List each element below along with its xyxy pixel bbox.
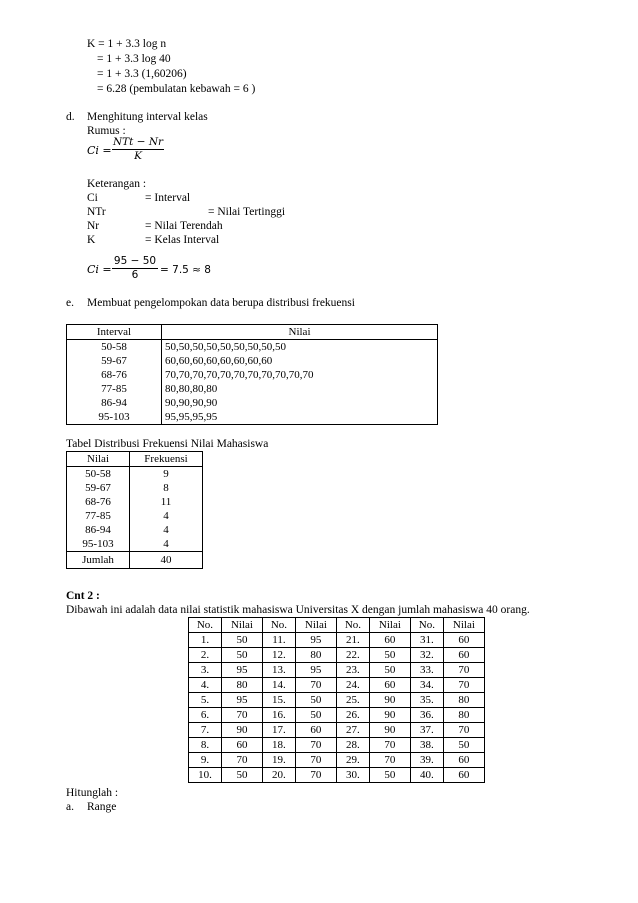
table-cell: 59-67 — [67, 481, 130, 495]
row-number-cell: 39. — [410, 753, 443, 768]
score-cell: 70 — [369, 738, 410, 753]
table-row — [189, 663, 485, 678]
table-cell: 86-94 — [67, 523, 130, 537]
table-cell: 90,90,90,90 — [162, 396, 438, 410]
student-scores-table — [188, 617, 485, 783]
table-cell: 95-103 — [67, 410, 162, 425]
table-row — [189, 708, 485, 723]
score-cell: 80 — [443, 693, 484, 708]
score-cell: 80 — [221, 678, 262, 693]
table-row — [189, 753, 485, 768]
score-cell: 95 — [221, 693, 262, 708]
term-definition: = Kelas Interval — [145, 234, 220, 246]
row-number-cell: 15. — [262, 693, 295, 708]
table-row — [67, 523, 203, 537]
row-number-cell: 38. — [410, 738, 443, 753]
table-cell: 60,60,60,60,60,60,60,60 — [162, 354, 438, 368]
score-cell: 50 — [221, 768, 262, 783]
row-number-cell: 7. — [189, 723, 222, 738]
term-symbol: Ci — [87, 192, 98, 204]
frequency-table — [66, 451, 203, 569]
item-a-label: Range — [87, 801, 117, 813]
column-header: Nilai — [67, 452, 130, 467]
calc-fraction — [112, 255, 158, 282]
term-symbol: NTr — [87, 206, 106, 218]
score-cell: 80 — [443, 708, 484, 723]
row-number-cell: 22. — [336, 648, 369, 663]
score-cell: 95 — [295, 663, 336, 678]
row-number-cell: 32. — [410, 648, 443, 663]
total-value: 40 — [130, 552, 203, 569]
score-cell: 60 — [443, 768, 484, 783]
table-cell: 50,50,50,50,50,50,50,50,50 — [162, 340, 438, 355]
table-header-row — [189, 618, 485, 633]
score-cell: 50 — [369, 648, 410, 663]
row-number-cell: 21. — [336, 633, 369, 648]
score-cell: 50 — [221, 648, 262, 663]
table-row — [189, 633, 485, 648]
table-cell: 4 — [130, 523, 203, 537]
row-number-cell: 11. — [262, 633, 295, 648]
grouping-table — [66, 324, 438, 425]
term-definition: = Interval — [145, 192, 191, 204]
score-cell: 90 — [369, 723, 410, 738]
term-definition: = Nilai Terendah — [145, 220, 223, 232]
item-a-marker: a. — [66, 801, 74, 813]
table-cell: 70,70,70,70,70,70,70,70,70,70,70 — [162, 368, 438, 382]
row-number-cell: 40. — [410, 768, 443, 783]
k-formula-line-2: = 1 + 3.3 log 40 — [97, 53, 171, 65]
column-header: Nilai — [369, 618, 410, 633]
score-cell: 50 — [369, 663, 410, 678]
score-cell: 70 — [295, 753, 336, 768]
column-header: No. — [189, 618, 222, 633]
score-cell: 90 — [221, 723, 262, 738]
row-number-cell: 28. — [336, 738, 369, 753]
score-cell: 70 — [443, 663, 484, 678]
table-row — [189, 678, 485, 693]
row-number-cell: 1. — [189, 633, 222, 648]
formula-lhs: Ci = — [87, 144, 112, 157]
row-number-cell: 10. — [189, 768, 222, 783]
formula-denominator: K — [134, 150, 142, 162]
score-cell: 50 — [295, 708, 336, 723]
score-cell: 60 — [295, 723, 336, 738]
calc-lhs: Ci = — [87, 263, 112, 276]
rumus-label: Rumus : — [87, 125, 126, 137]
score-cell: 70 — [295, 738, 336, 753]
column-header: Nilai — [221, 618, 262, 633]
table-row — [67, 368, 438, 382]
table-row — [189, 768, 485, 783]
score-cell: 60 — [443, 633, 484, 648]
table-row — [67, 495, 203, 509]
table-row — [67, 340, 438, 355]
table-row — [67, 382, 438, 396]
table-cell: 77-85 — [67, 382, 162, 396]
section-d-heading: Menghitung interval kelas — [87, 111, 208, 123]
score-cell: 80 — [295, 648, 336, 663]
calc-denominator: 6 — [131, 269, 139, 281]
row-number-cell: 14. — [262, 678, 295, 693]
table-cell: 59-67 — [67, 354, 162, 368]
k-formula-line-3: = 1 + 3.3 (1,60206) — [97, 68, 187, 80]
row-number-cell: 9. — [189, 753, 222, 768]
column-header: No. — [336, 618, 369, 633]
table-cell: 9 — [130, 467, 203, 482]
table-cell: 50-58 — [67, 467, 130, 482]
row-number-cell: 4. — [189, 678, 222, 693]
row-number-cell: 30. — [336, 768, 369, 783]
score-cell: 70 — [443, 678, 484, 693]
row-number-cell: 12. — [262, 648, 295, 663]
score-cell: 70 — [369, 753, 410, 768]
column-header: No. — [262, 618, 295, 633]
score-cell: 50 — [369, 768, 410, 783]
row-number-cell: 37. — [410, 723, 443, 738]
score-cell: 60 — [443, 753, 484, 768]
table-cell: 50-58 — [67, 340, 162, 355]
k-formula-line-4: = 6.28 (pembulatan kebawah = 6 ) — [97, 83, 256, 95]
column-header: Nilai — [162, 325, 438, 340]
table-row — [67, 509, 203, 523]
table-cell: 68-76 — [67, 368, 162, 382]
score-cell: 70 — [443, 723, 484, 738]
score-cell: 95 — [221, 663, 262, 678]
table-cell: 80,80,80,80 — [162, 382, 438, 396]
cnt2-intro: Dibawah ini adalah data nilai statistik mahasiswa Universitas X dengan jumlah mahasiswa 40 orang. — [66, 604, 530, 616]
score-cell: 90 — [369, 708, 410, 723]
column-header: No. — [410, 618, 443, 633]
row-number-cell: 26. — [336, 708, 369, 723]
column-header: Interval — [67, 325, 162, 340]
table-header-row — [67, 452, 203, 467]
term-symbol: K — [87, 234, 96, 246]
frequency-table-caption: Tabel Distribusi Frekuensi Nilai Mahasiswa — [66, 438, 269, 450]
score-cell: 60 — [221, 738, 262, 753]
calc-numerator: 95 − 50 — [113, 255, 157, 267]
row-number-cell: 20. — [262, 768, 295, 783]
section-e-heading: Membuat pengelompokan data berupa distribusi frekuensi — [87, 297, 355, 309]
row-number-cell: 29. — [336, 753, 369, 768]
row-number-cell: 19. — [262, 753, 295, 768]
total-label: Jumlah — [67, 552, 130, 569]
row-number-cell: 34. — [410, 678, 443, 693]
section-d-marker: d. — [66, 111, 75, 123]
row-number-cell: 16. — [262, 708, 295, 723]
table-cell: 4 — [130, 509, 203, 523]
row-number-cell: 25. — [336, 693, 369, 708]
table-cell: 68-76 — [67, 495, 130, 509]
row-number-cell: 3. — [189, 663, 222, 678]
section-e-marker: e. — [66, 297, 74, 309]
row-number-cell: 23. — [336, 663, 369, 678]
score-cell: 60 — [369, 678, 410, 693]
score-cell: 95 — [295, 633, 336, 648]
table-row — [67, 537, 203, 552]
table-cell: 95,95,95,95 — [162, 410, 438, 425]
score-cell: 60 — [443, 648, 484, 663]
table-row — [189, 648, 485, 663]
row-number-cell: 5. — [189, 693, 222, 708]
table-row — [67, 410, 438, 425]
score-cell: 50 — [295, 693, 336, 708]
table-row — [67, 396, 438, 410]
table-cell: 11 — [130, 495, 203, 509]
table-cell: 95-103 — [67, 537, 130, 552]
score-cell: 70 — [295, 678, 336, 693]
cnt2-title: Cnt 2 : — [66, 590, 100, 602]
row-number-cell: 13. — [262, 663, 295, 678]
table-row — [189, 738, 485, 753]
k-formula-line-1: K = 1 + 3.3 log n — [87, 38, 167, 50]
score-cell: 70 — [295, 768, 336, 783]
keterangan-label: Keterangan : — [87, 178, 147, 190]
term-symbol: Nr — [87, 220, 100, 232]
row-number-cell: 6. — [189, 708, 222, 723]
row-number-cell: 17. — [262, 723, 295, 738]
row-number-cell: 24. — [336, 678, 369, 693]
term-definition: = Nilai Tertinggi — [208, 206, 286, 218]
total-row — [67, 552, 203, 569]
row-number-cell: 33. — [410, 663, 443, 678]
row-number-cell: 35. — [410, 693, 443, 708]
score-cell: 50 — [443, 738, 484, 753]
score-cell: 50 — [221, 633, 262, 648]
row-number-cell: 2. — [189, 648, 222, 663]
table-row — [67, 481, 203, 495]
column-header: Nilai — [295, 618, 336, 633]
calc-result: = 7.5 ≈ 8 — [160, 264, 211, 276]
table-header-row — [67, 325, 438, 340]
table-row — [67, 354, 438, 368]
row-number-cell: 18. — [262, 738, 295, 753]
table-row — [189, 723, 485, 738]
column-header: Nilai — [443, 618, 484, 633]
score-cell: 70 — [221, 708, 262, 723]
row-number-cell: 27. — [336, 723, 369, 738]
row-number-cell: 36. — [410, 708, 443, 723]
table-row — [189, 693, 485, 708]
score-cell: 90 — [369, 693, 410, 708]
row-number-cell: 8. — [189, 738, 222, 753]
table-cell: 8 — [130, 481, 203, 495]
score-cell: 60 — [369, 633, 410, 648]
formula-numerator: NTt − Nr — [112, 136, 164, 148]
row-number-cell: 31. — [410, 633, 443, 648]
score-cell: 70 — [221, 753, 262, 768]
table-cell: 4 — [130, 537, 203, 552]
table-cell: 86-94 — [67, 396, 162, 410]
table-cell: 77-85 — [67, 509, 130, 523]
column-header: Frekuensi — [130, 452, 203, 467]
hitunglah-label: Hitunglah : — [66, 787, 119, 799]
formula-fraction — [112, 136, 164, 163]
table-row — [67, 467, 203, 482]
